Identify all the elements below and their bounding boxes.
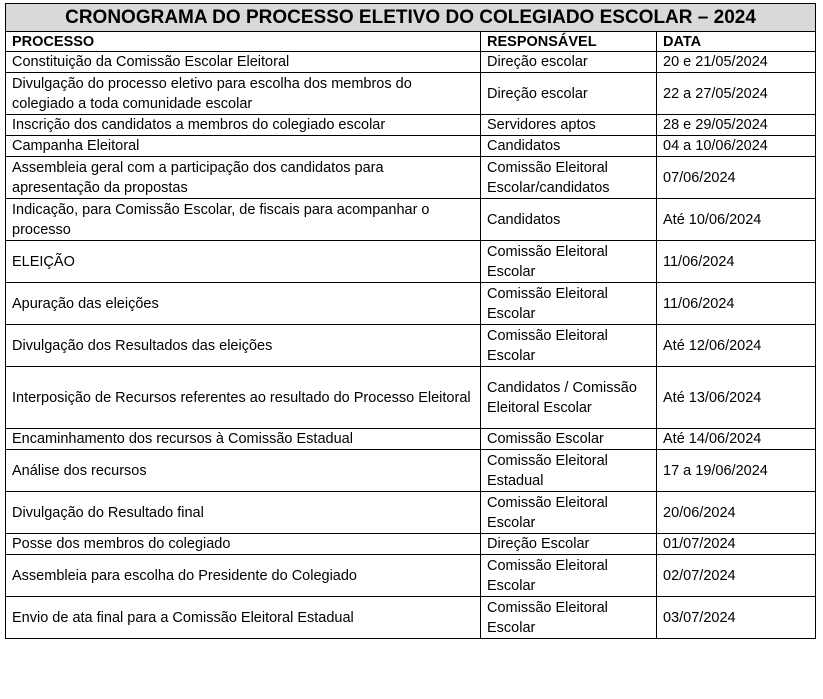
cell-responsavel: Comissão Eleitoral Escolar — [481, 283, 657, 325]
cell-data: 03/07/2024 — [657, 597, 816, 639]
table-row — [6, 367, 816, 429]
cell-processo: Interposição de Recursos referentes ao resultado do Processo Eleitoral — [6, 367, 481, 429]
cell-processo: Assembleia geral com a participação dos candidatos para apresentação da propostas — [6, 157, 481, 199]
cell-data: 11/06/2024 — [657, 241, 816, 283]
table-row — [6, 73, 816, 115]
cell-responsavel: Direção escolar — [481, 73, 657, 115]
cell-responsavel: Comissão Eleitoral Escolar — [481, 241, 657, 283]
table-row — [6, 52, 816, 73]
cell-processo: Apuração das eleições — [6, 283, 481, 325]
cell-data: 28 e 29/05/2024 — [657, 115, 816, 136]
cell-data: 07/06/2024 — [657, 157, 816, 199]
table-title: CRONOGRAMA DO PROCESSO ELETIVO DO COLEGIADO ESCOLAR – 2024 — [6, 4, 816, 32]
table-row — [6, 534, 816, 555]
cell-data: Até 13/06/2024 — [657, 367, 816, 429]
schedule-table — [5, 3, 816, 639]
cell-responsavel: Comissão Eleitoral Escolar — [481, 555, 657, 597]
cell-responsavel: Comissão Escolar — [481, 429, 657, 450]
cell-responsavel: Comissão Eleitoral Escolar — [481, 325, 657, 367]
cell-processo: Divulgação do processo eletivo para escolha dos membros do colegiado a toda comunidade escolar — [6, 73, 481, 115]
cell-processo: Encaminhamento dos recursos à Comissão Estadual — [6, 429, 481, 450]
cell-processo: ELEIÇÃO — [6, 241, 481, 283]
cell-processo: Constituição da Comissão Escolar Eleitoral — [6, 52, 481, 73]
cell-data: 04 a 10/06/2024 — [657, 136, 816, 157]
cell-data: 11/06/2024 — [657, 283, 816, 325]
cell-processo: Campanha Eleitoral — [6, 136, 481, 157]
cell-responsavel: Direção escolar — [481, 52, 657, 73]
cell-data: 01/07/2024 — [657, 534, 816, 555]
cell-responsavel: Comissão Eleitoral Escolar — [481, 597, 657, 639]
column-header-processo: PROCESSO — [6, 32, 481, 52]
cell-processo: Assembleia para escolha do Presidente do Colegiado — [6, 555, 481, 597]
table-row — [6, 597, 816, 639]
cell-responsavel: Candidatos / Comissão Eleitoral Escolar — [481, 367, 657, 429]
cell-data: Até 12/06/2024 — [657, 325, 816, 367]
cell-data: 02/07/2024 — [657, 555, 816, 597]
cell-responsavel: Comissão Eleitoral Escolar — [481, 492, 657, 534]
cell-processo: Posse dos membros do colegiado — [6, 534, 481, 555]
table-row — [6, 325, 816, 367]
column-header-responsavel: RESPONSÁVEL — [481, 32, 657, 52]
cell-data: 17 a 19/06/2024 — [657, 450, 816, 492]
cell-processo: Envio de ata final para a Comissão Eleitoral Estadual — [6, 597, 481, 639]
table-row — [6, 157, 816, 199]
table-row — [6, 241, 816, 283]
cell-data: 22 a 27/05/2024 — [657, 73, 816, 115]
cell-responsavel: Comissão Eleitoral Estadual — [481, 450, 657, 492]
cell-responsavel: Candidatos — [481, 199, 657, 241]
table-row — [6, 199, 816, 241]
cell-processo: Indicação, para Comissão Escolar, de fiscais para acompanhar o processo — [6, 199, 481, 241]
cell-data: 20/06/2024 — [657, 492, 816, 534]
table-row — [6, 115, 816, 136]
cell-responsavel: Servidores aptos — [481, 115, 657, 136]
table-row — [6, 555, 816, 597]
table-row — [6, 450, 816, 492]
cell-processo: Divulgação do Resultado final — [6, 492, 481, 534]
table-row — [6, 283, 816, 325]
table-row — [6, 429, 816, 450]
column-header-data: DATA — [657, 32, 816, 52]
cell-data: Até 14/06/2024 — [657, 429, 816, 450]
cell-processo: Análise dos recursos — [6, 450, 481, 492]
cell-responsavel: Candidatos — [481, 136, 657, 157]
table-row — [6, 136, 816, 157]
cell-responsavel: Comissão Eleitoral Escolar/candidatos — [481, 157, 657, 199]
cell-processo: Divulgação dos Resultados das eleições — [6, 325, 481, 367]
cell-processo: Inscrição dos candidatos a membros do colegiado escolar — [6, 115, 481, 136]
table-row — [6, 492, 816, 534]
cell-data: 20 e 21/05/2024 — [657, 52, 816, 73]
cell-responsavel: Direção Escolar — [481, 534, 657, 555]
cell-data: Até 10/06/2024 — [657, 199, 816, 241]
